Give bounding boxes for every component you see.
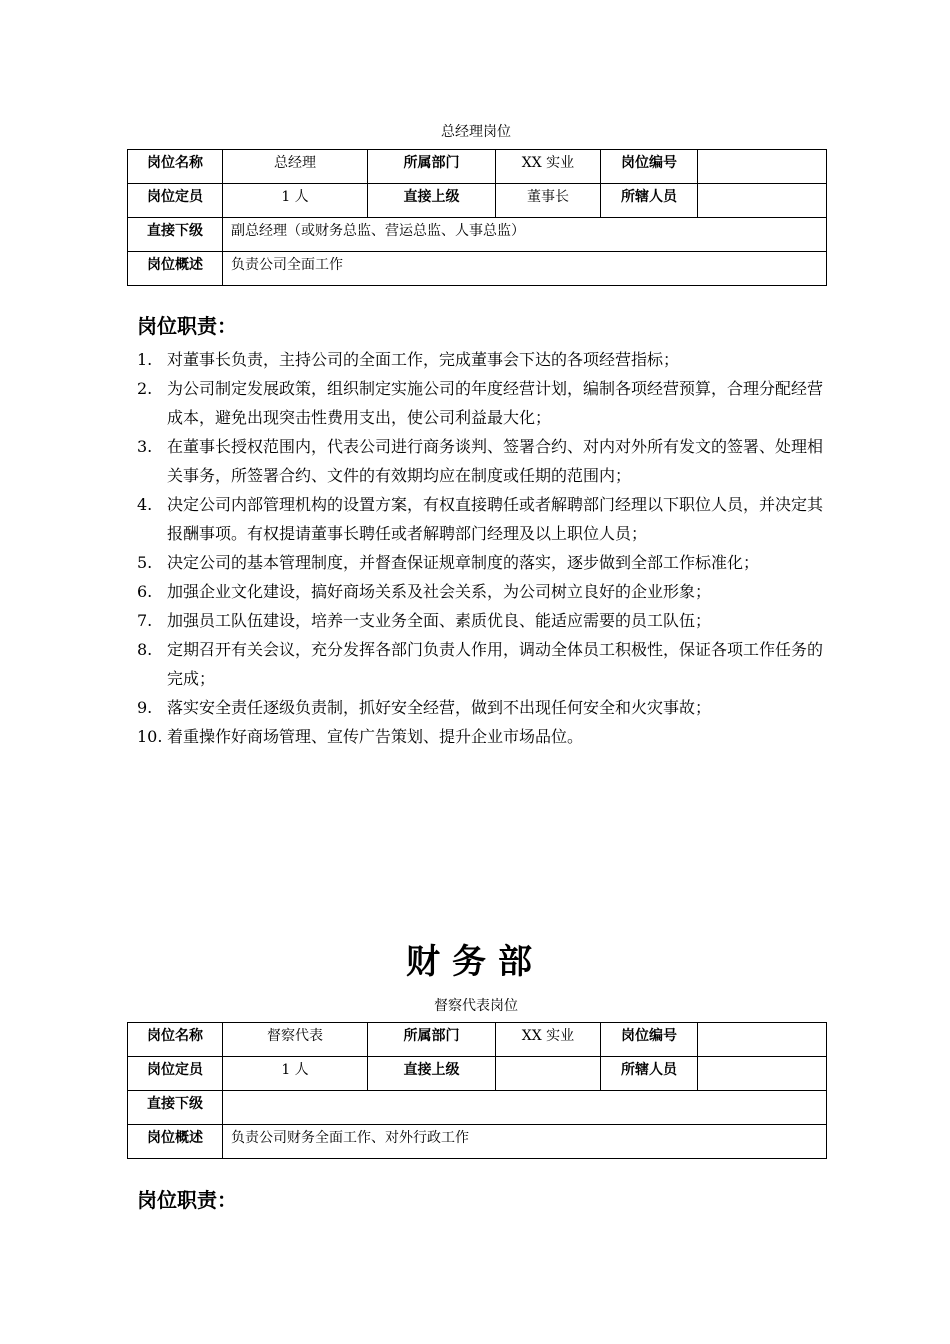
- list-item: [137, 345, 827, 374]
- list-item-text: 加强企业文化建设，搞好商场关系及社会关系，为公司树立良好的企业形象；: [167, 582, 712, 601]
- subordinate-value: 副总经理（或财务总监、营运总监、人事总监）: [223, 218, 827, 252]
- superior-label: 直接上级: [368, 1057, 496, 1091]
- list-item-number: 6.: [137, 582, 153, 601]
- table-row: [128, 218, 827, 252]
- dept-value: XX 实业: [496, 150, 601, 184]
- list-item-number: 3.: [137, 437, 153, 456]
- duties-heading: 岗位职责：: [137, 1188, 237, 1212]
- list-item-number: 1.: [137, 350, 153, 369]
- superior-value: [496, 1057, 601, 1091]
- list-item-text: 着重操作好商场管理、宣传广告策划、提升企业市场品位。: [167, 727, 584, 746]
- department-title: 财务部: [406, 942, 544, 982]
- headcount-value: 1 人: [223, 1057, 368, 1091]
- list-item-text: 在董事长授权范围内，代表公司进行商务谈判、签署合约、对内对外所有发文的签署、处理相关事务，所签署合约、文件的有效期均应在制度或任期的范围内；: [167, 437, 824, 485]
- list-item-number: 7.: [137, 611, 153, 630]
- code-label: 岗位编号: [601, 1023, 698, 1057]
- overview-value: 负责公司全面工作: [223, 252, 827, 286]
- headcount-label: 岗位定员: [128, 184, 223, 218]
- table-row: [128, 1091, 827, 1125]
- overview-value: 负责公司财务全面工作、对外行政工作: [223, 1125, 827, 1159]
- list-item-text: 决定公司的基本管理制度，并督查保证规章制度的落实，逐步做到全部工作标准化；: [167, 553, 760, 572]
- list-item-text: 加强员工队伍建设，培养一支业务全面、素质优良、能适应需要的员工队伍；: [167, 611, 712, 630]
- list-item: [137, 432, 827, 490]
- table-row: [128, 184, 827, 218]
- table-row: [128, 150, 827, 184]
- table-row: [128, 1057, 827, 1091]
- position-name-value: 总经理: [223, 150, 368, 184]
- list-item-number: 10.: [137, 727, 163, 746]
- staff-value: [698, 184, 827, 218]
- table-row: [128, 1023, 827, 1057]
- list-item: [137, 490, 827, 548]
- staff-label: 所辖人员: [601, 184, 698, 218]
- list-item-number: 2.: [137, 379, 153, 398]
- table-caption: 总经理岗位: [441, 124, 511, 140]
- list-item-text: 决定公司内部管理机构的设置方案，有权直接聘任或者解聘部门经理以下职位人员，并决定其报酬事项。有权提请董事长聘任或者解聘部门经理及以上职位人员；: [167, 495, 824, 543]
- code-value: [698, 1023, 827, 1057]
- list-item: [137, 635, 827, 693]
- staff-value: [698, 1057, 827, 1091]
- list-item-number: 5.: [137, 553, 153, 572]
- overview-label: 岗位概述: [128, 252, 223, 286]
- list-item: [137, 606, 827, 635]
- dept-label: 所属部门: [368, 1023, 496, 1057]
- list-item-number: 9.: [137, 698, 153, 717]
- position-name-value: 督察代表: [223, 1023, 368, 1057]
- list-item-number: 8.: [137, 640, 153, 659]
- table-caption: 督察代表岗位: [434, 998, 518, 1014]
- subordinate-label: 直接下级: [128, 218, 223, 252]
- dept-label: 所属部门: [368, 150, 496, 184]
- code-label: 岗位编号: [601, 150, 698, 184]
- list-item-text: 对董事长负责，主持公司的全面工作，完成董事会下达的各项经营指标；: [167, 350, 680, 369]
- staff-label: 所辖人员: [601, 1057, 698, 1091]
- duties-heading: 岗位职责：: [137, 314, 237, 338]
- list-item: [137, 693, 827, 722]
- list-item: [137, 374, 827, 432]
- list-item-text: 为公司制定发展政策，组织制定实施公司的年度经营计划，编制各项经营预算，合理分配经营成本，避免出现突击性费用支出，使公司利益最大化；: [167, 379, 824, 427]
- table-row: [128, 252, 827, 286]
- headcount-value: 1 人: [223, 184, 368, 218]
- subordinate-value: [223, 1091, 827, 1125]
- dept-value: XX 实业: [496, 1023, 601, 1057]
- list-item-text: 落实安全责任逐级负责制，抓好安全经营，做到不出现任何安全和火灾事故；: [167, 698, 712, 717]
- list-item: [137, 577, 827, 606]
- superior-label: 直接上级: [368, 184, 496, 218]
- duties-list: [137, 345, 827, 751]
- subordinate-label: 直接下级: [128, 1091, 223, 1125]
- list-item-number: 4.: [137, 495, 153, 514]
- position-info-table: [127, 1022, 827, 1159]
- list-item: [137, 722, 827, 751]
- position-info-table: [127, 149, 827, 286]
- overview-label: 岗位概述: [128, 1125, 223, 1159]
- code-value: [698, 150, 827, 184]
- superior-value: 董事长: [496, 184, 601, 218]
- headcount-label: 岗位定员: [128, 1057, 223, 1091]
- list-item: [137, 548, 827, 577]
- position-name-label: 岗位名称: [128, 1023, 223, 1057]
- table-row: [128, 1125, 827, 1159]
- list-item-text: 定期召开有关会议，充分发挥各部门负责人作用，调动全体员工积极性，保证各项工作任务的完成；: [167, 640, 824, 688]
- position-name-label: 岗位名称: [128, 150, 223, 184]
